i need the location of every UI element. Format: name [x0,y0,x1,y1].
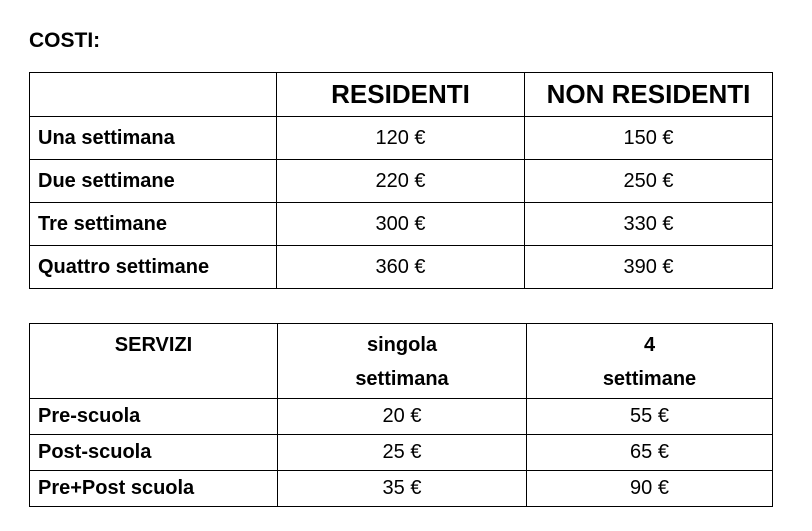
table-row [30,246,773,289]
duration-label: Una settimana [30,117,277,160]
price-residenti: 120 € [277,117,525,160]
price-singola-settimana: 35 € [278,471,527,507]
price-quattro-settimane: 55 € [527,399,773,435]
price-non-residenti: 250 € [525,160,773,203]
price-quattro-settimane: 65 € [527,435,773,471]
header-line: singola [366,334,437,356]
costs-table [29,72,773,289]
price-residenti: 300 € [277,203,525,246]
price-non-residenti: 150 € [525,117,773,160]
price-residenti: 360 € [277,246,525,289]
costs-header-non-residenti: NON RESIDENTI [525,73,773,117]
duration-label: Tre settimane [30,203,277,246]
services-header-row [30,324,773,399]
price-singola-settimana: 25 € [278,435,527,471]
header-line: settimane [602,368,697,390]
table-row [30,117,773,160]
table-row [30,160,773,203]
service-label: Pre-scuola [30,399,278,435]
costs-header-residenti: RESIDENTI [277,73,525,117]
price-non-residenti: 390 € [525,246,773,289]
table-row [30,471,773,507]
services-table [29,323,773,507]
services-header-servizi: SERVIZI [30,324,278,399]
price-residenti: 220 € [277,160,525,203]
duration-label: Quattro settimane [30,246,277,289]
price-non-residenti: 330 € [525,203,773,246]
page-heading: COSTI: [29,29,101,52]
duration-label: Due settimane [30,160,277,203]
costs-header-row [30,73,773,117]
costs-header-empty [30,73,277,117]
header-line: settimana [355,368,449,390]
price-quattro-settimane: 90 € [527,471,773,507]
table-row [30,435,773,471]
table-row [30,399,773,435]
services-header-singola-settimana [278,324,527,399]
price-singola-settimana: 20 € [278,399,527,435]
table-row [30,203,773,246]
service-label: Pre+Post scuola [30,471,278,507]
service-label: Post-scuola [30,435,278,471]
services-header-quattro-settimane [527,324,773,399]
header-line: 4 [643,334,656,356]
